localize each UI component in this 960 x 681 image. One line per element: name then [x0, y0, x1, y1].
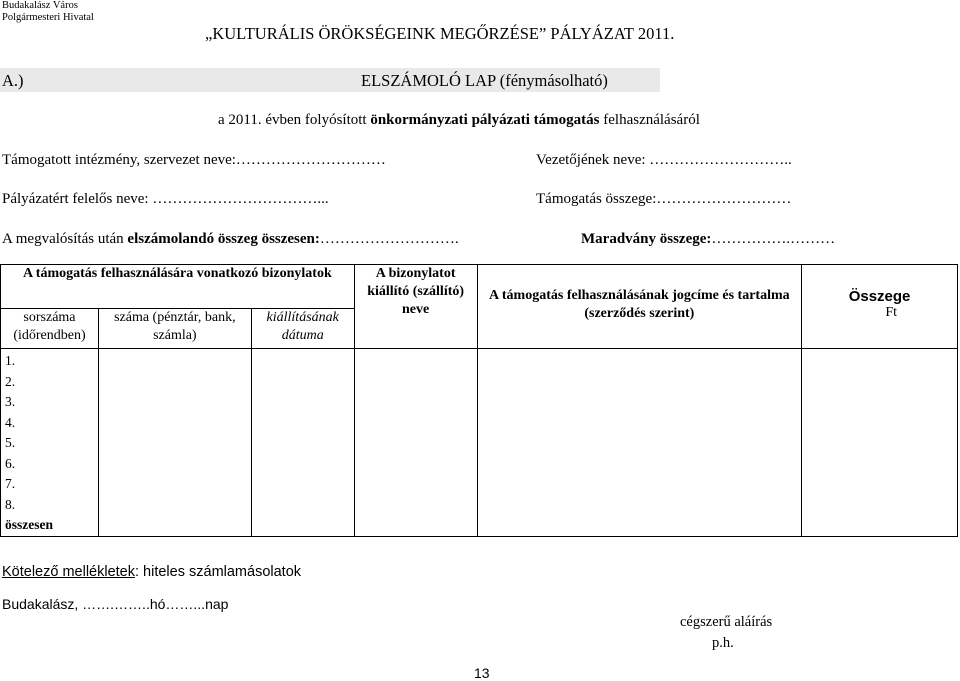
- responsible-field: [2, 191, 329, 208]
- institution-field: [2, 152, 386, 169]
- row-number-7: 7.: [5, 476, 16, 491]
- institution-dots: …………………………: [235, 152, 386, 168]
- receipts-group-header: A támogatás felhasználására vonatkozó bizonylatok: [1, 265, 355, 309]
- leader-field: [536, 152, 792, 169]
- remainder-label: Maradvány összege:: [581, 231, 712, 247]
- amount-dots: ………………………: [656, 191, 792, 207]
- amount-label: Támogatás összege:: [536, 191, 657, 207]
- subtitle-part-2: önkormányzati pályázati támogatás: [370, 112, 600, 128]
- attachments-label: Kötelező mellékletek: [2, 564, 135, 580]
- total-label: összesen: [5, 517, 53, 532]
- attachments-text: : hiteles számlamásolatok: [135, 564, 302, 580]
- issuer-line-2: Polgármesteri Hivatal: [2, 12, 94, 23]
- sum-column-header: [802, 265, 958, 349]
- remainder-field: [581, 231, 835, 248]
- remainder-dots: …………….………: [711, 231, 836, 247]
- issuer-cell[interactable]: [354, 349, 477, 537]
- serial-list-cell: [1, 349, 99, 537]
- section-title: ELSZÁMOLÓ LAP (fénymásolható): [361, 71, 608, 90]
- leader-label: Vezetőjének neve:: [536, 152, 646, 168]
- purpose-cell[interactable]: [477, 349, 802, 537]
- row-number-6: 6.: [5, 455, 16, 471]
- stamp-label: p.h.: [712, 635, 734, 651]
- settle-dots: ……………………….: [319, 231, 459, 247]
- institution-label: Támogatott intézmény, szervezet neve:: [2, 152, 236, 168]
- subtitle: [218, 112, 700, 129]
- purpose-column-header: A támogatás felhasználásának jogcíme és tartalma (szerződés szerint): [477, 265, 802, 349]
- row-number-2: 2.: [5, 373, 16, 389]
- ledger-table: [0, 264, 958, 537]
- date-cell[interactable]: [251, 349, 354, 537]
- subtitle-part-3: felhasználásáról: [599, 112, 700, 128]
- subtitle-part-1: a 2011. évben folyósított: [218, 112, 371, 128]
- row-number-5: 5.: [5, 435, 16, 450]
- place-date: Budakalász, …….……..hó……...nap: [2, 596, 229, 612]
- number-column-header: száma (pénztár, bank, számla): [98, 309, 251, 349]
- issuer-column-header: A bizonylatot kiállító (szállító) neve: [354, 265, 477, 349]
- settle-label-2: elszámolandó összeg összesen:: [127, 231, 320, 247]
- number-cell[interactable]: [98, 349, 251, 537]
- sum-header-label: Összege: [848, 288, 911, 305]
- leader-dots: ………………………..: [645, 152, 792, 168]
- settle-field: [2, 231, 459, 248]
- sum-unit-label: Ft: [885, 305, 897, 320]
- row-number-8: 8.: [5, 496, 16, 512]
- settle-label-1: A megvalósítás után: [2, 231, 128, 247]
- row-number-1: 1.: [5, 353, 16, 368]
- amount-field: [536, 191, 791, 208]
- page-title: „KULTURÁLIS ÖRÖKSÉGEINK MEGŐRZÉSE” PÁLYÁZAT 2011.: [205, 24, 675, 43]
- responsible-label: Pályázatért felelős neve:: [2, 191, 149, 207]
- issuer-line-1: Budakalász Város: [2, 0, 78, 11]
- issuer-block: [2, 0, 94, 24]
- signature-label: cégszerű aláírás: [680, 614, 773, 630]
- row-number-4: 4.: [5, 414, 16, 430]
- date-column-header: kiállításának dátuma: [251, 309, 354, 349]
- responsible-dots: ……………………………...: [148, 191, 329, 207]
- serial-column-header: sorszáma (időrendben): [1, 309, 99, 349]
- attachments-note: [2, 564, 301, 580]
- page-number: 13: [474, 665, 490, 681]
- sum-cell[interactable]: [802, 349, 958, 537]
- section-id: A.): [2, 71, 24, 90]
- row-number-3: 3.: [5, 394, 16, 409]
